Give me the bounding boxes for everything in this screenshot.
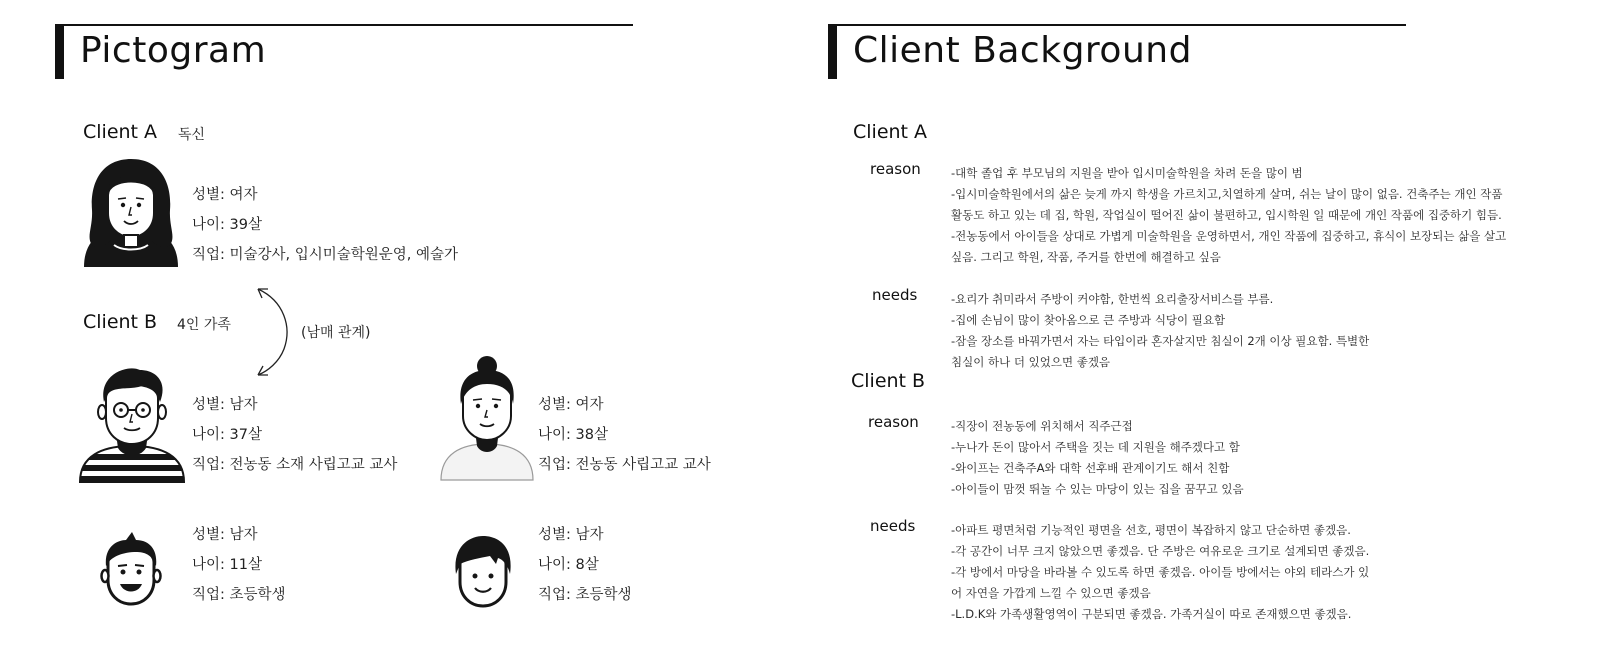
bg-client-a-reason-line: 싶음. 그리고 학원, 작품, 주거를 한번에 해결하고 싶음 — [951, 250, 1221, 264]
background-title-rule — [828, 24, 1406, 26]
bg-client-a-reason-list — [951, 163, 1506, 268]
curved-arrow-icon — [254, 287, 294, 383]
mother-job: 직업: 전농동 사립고교 교사 — [538, 457, 711, 473]
bg-client-b-needs-list — [951, 520, 1369, 625]
younger-son-age: 나이: 8살 — [538, 557, 599, 573]
client-a-status: 독신 — [178, 127, 206, 143]
client-a-info — [192, 180, 458, 270]
older-son-info — [192, 520, 286, 610]
background-title-bar — [828, 26, 837, 79]
bg-client-a-label: Client A — [853, 121, 928, 143]
older-son-age: 나이: 11살 — [192, 557, 262, 573]
bg-client-a-needs-line: -집에 손님이 많이 찾아옴으로 큰 주방과 식당이 필요함 — [951, 313, 1226, 327]
bg-client-b-label: Client B — [851, 370, 926, 392]
client-b-status: 4인 가족 — [177, 317, 231, 333]
father-job: 직업: 전농동 소재 사립고교 교사 — [192, 457, 398, 473]
older-son-gender: 성별: 남자 — [192, 527, 258, 543]
client-a-label: Client A — [83, 121, 158, 143]
bg-client-a-reason-label: reason — [870, 160, 921, 178]
client-a-gender: 성별: 여자 — [192, 187, 258, 203]
younger-son-job: 직업: 초등학생 — [538, 587, 632, 603]
bg-client-a-needs-line: 침실이 하나 더 있었으면 좋겠음 — [951, 355, 1111, 369]
bg-client-b-reason-line: -와이프는 건축주A와 대학 선후배 관계이기도 해서 친함 — [951, 461, 1230, 475]
bg-client-a-reason-line: -전농동에서 아이들을 상대로 가볍게 미술학원을 운영하면서, 개인 작품에 집중하고, 휴식이 보장되는 삶을 살고 — [951, 229, 1507, 243]
client-a-job: 직업: 미술강사, 입시미술학원운영, 예술가 — [192, 247, 459, 263]
father-gender: 성별: 남자 — [192, 397, 258, 413]
younger-son-gender: 성별: 남자 — [538, 527, 604, 543]
older-son-job: 직업: 초등학생 — [192, 587, 286, 603]
background-title: Client Background — [853, 30, 1192, 71]
bg-client-b-reason-line: -아이들이 맘껏 뛰놀 수 있는 마당이 있는 집을 꿈꾸고 있음 — [951, 482, 1244, 496]
bg-client-b-reason-line: -누나가 돈이 많아서 주택을 짓는 데 지원을 해주겠다고 함 — [951, 440, 1240, 454]
father-age: 나이: 37살 — [192, 427, 262, 443]
bg-client-b-reason-label: reason — [868, 413, 919, 431]
bg-client-a-needs-label: needs — [872, 286, 918, 304]
bg-client-b-needs-line: 어 자연을 가깝게 느낄 수 있으면 좋겠음 — [951, 586, 1151, 600]
client-b-label: Client B — [83, 311, 158, 333]
boy-spiky-hair-icon — [98, 532, 164, 608]
bg-client-a-needs-line: -잠을 장소를 바꿔가면서 자는 타입이라 혼자살지만 침실이 2개 이상 필요함. 특별한 — [951, 334, 1370, 348]
bg-client-a-reason-line: 활동도 하고 있는 데 집, 학원, 작업실이 떨어진 삶이 불편하고, 입시학원 일 때문에 개인 작품에 집중하기 힘듬. — [951, 208, 1502, 222]
bg-client-b-needs-line: -각 방에서 마당을 바라볼 수 있도록 하면 좋겠음. 아이들 방에서는 야외 테라스가 있 — [951, 565, 1370, 579]
client-a-age: 나이: 39살 — [192, 217, 262, 233]
bg-client-b-needs-label: needs — [870, 517, 916, 535]
boy-bowl-cut-icon — [452, 534, 514, 610]
bg-client-b-reason-line: -직장이 전농동에 위치해서 직주근접 — [951, 419, 1133, 433]
mother-info — [538, 390, 711, 480]
younger-son-info — [538, 520, 632, 610]
bg-client-b-needs-line: -아파트 평면처럼 기능적인 평면을 선호, 평면이 복잡하지 않고 단순하면 좋겠음. — [951, 523, 1351, 537]
pictogram-title-bar — [55, 26, 64, 79]
mother-gender: 성별: 여자 — [538, 397, 604, 413]
sibling-relation-label: (남매 관계) — [301, 325, 371, 341]
father-info — [192, 390, 397, 480]
bg-client-b-needs-line: -각 공간이 너무 크지 않았으면 좋겠음. 단 주방은 여유로운 크기로 설계되면 좋겠음. — [951, 544, 1370, 558]
man-glasses-striped-shirt-icon — [78, 364, 186, 484]
bg-client-a-needs-list — [951, 289, 1369, 373]
pictogram-title-rule — [55, 24, 633, 26]
bg-client-b-needs-line: -L.D.K와 가족생활영역이 구분되면 좋겠음. 가족거실이 따로 존재했으면 좋겠음. — [951, 607, 1352, 621]
mother-age: 나이: 38살 — [538, 427, 608, 443]
bg-client-a-reason-line: -대학 졸업 후 부모님의 지원을 받아 입시미술학원을 차려 돈을 많이 범 — [951, 166, 1303, 180]
bg-client-a-needs-line: -요리가 취미라서 주방이 커야함, 한번씩 요리출장서비스를 부름. — [951, 292, 1274, 306]
bg-client-a-reason-line: -입시미술학원에서의 삶은 늦게 까지 학생을 가르치고,치열하게 살며, 쉬는 날이 많이 없음. 건축주는 개인 작품 — [951, 187, 1503, 201]
bg-client-b-reason-list — [951, 416, 1244, 500]
woman-long-hair-icon — [78, 155, 184, 273]
pictogram-title: Pictogram — [80, 30, 267, 71]
woman-bun-icon — [439, 354, 535, 482]
